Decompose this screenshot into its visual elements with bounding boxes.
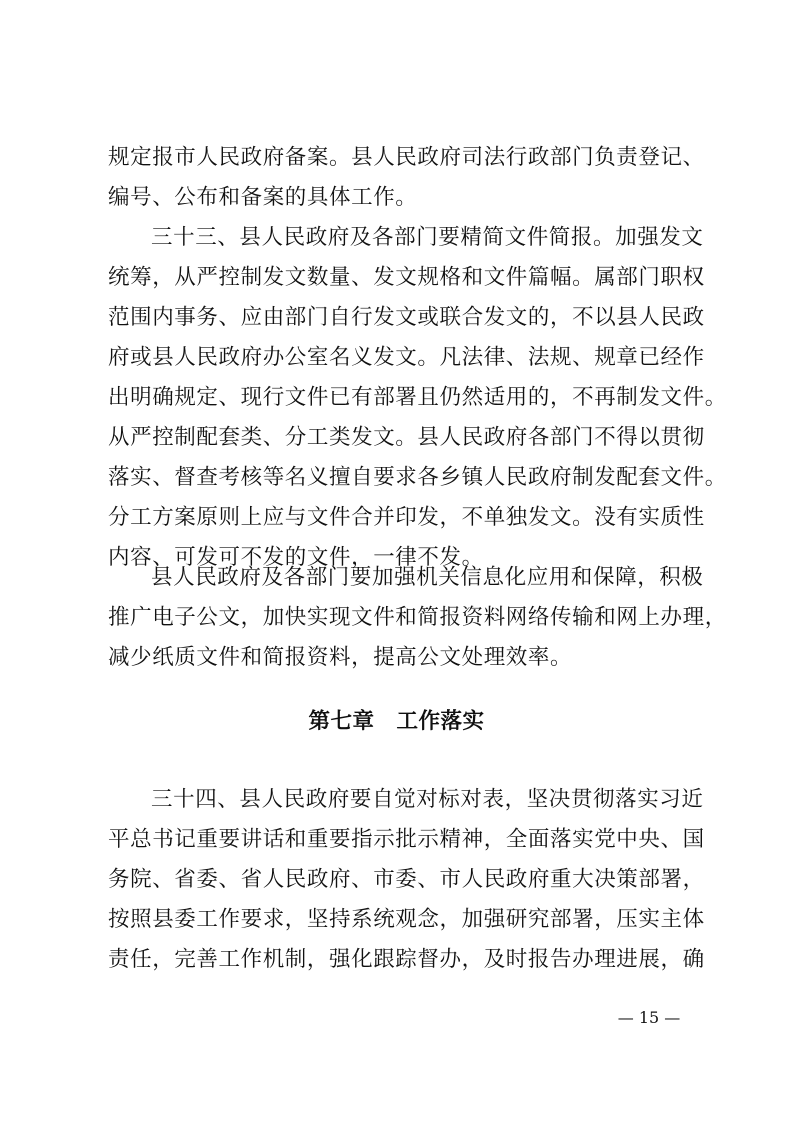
chapter-title: 第七章 工作落实 — [308, 709, 485, 734]
text-line: 内容、可发可不发的文件，一律不发。 — [108, 545, 484, 570]
text-line: 规定报市人民政府备案。县人民政府司法行政部门负责登记、 — [108, 145, 705, 170]
text-line: 三十四、县人民政府要自觉对标对表，坚决贯彻落实习近 — [151, 787, 704, 812]
text-line: 落实、督查考核等名义擅自要求各乡镇人民政府制发配套文件。 — [108, 465, 727, 490]
text-line: 分工方案原则上应与文件合并印发，不单独发文。没有实质性 — [108, 505, 705, 530]
text-line: 出明确规定、现行文件已有部署且仍然适用的，不再制发文件。 — [108, 385, 727, 410]
page-number: — 15 — — [617, 1008, 681, 1027]
text-line: 三十三、县人民政府及各部门要精简文件简报。加强发文 — [151, 225, 704, 250]
text-line: 责任，完善工作机制，强化跟踪督办，及时报告办理进展，确 — [108, 947, 705, 972]
text-line: 减少纸质文件和简报资料，提高公文处理效率。 — [108, 645, 573, 670]
text-line: 按照县委工作要求，坚持系统观念，加强研究部署，压实主体 — [108, 907, 705, 932]
text-line: 平总书记重要讲话和重要指示批示精神，全面落实党中央、国 — [108, 827, 705, 852]
text-line: 编号、公布和备案的具体工作。 — [108, 185, 418, 210]
text-line: 县人民政府及各部门要加强机关信息化应用和保障，积极 — [151, 565, 704, 590]
text-line: 范围内事务、应由部门自行发文或联合发文的，不以县人民政 — [108, 305, 705, 330]
text-line: 推广电子公文，加快实现文件和简报资料网络传输和网上办理， — [108, 605, 727, 630]
text-line: 统筹，从严控制发文数量、发文规格和文件篇幅。属部门职权 — [108, 265, 705, 290]
text-line: 从严控制配套类、分工类发文。县人民政府各部门不得以贯彻 — [108, 425, 705, 450]
text-line: 务院、省委、省人民政府、市委、市人民政府重大决策部署， — [108, 867, 705, 892]
text-line: 府或县人民政府办公室名义发文。凡法律、法规、规章已经作 — [108, 345, 705, 370]
